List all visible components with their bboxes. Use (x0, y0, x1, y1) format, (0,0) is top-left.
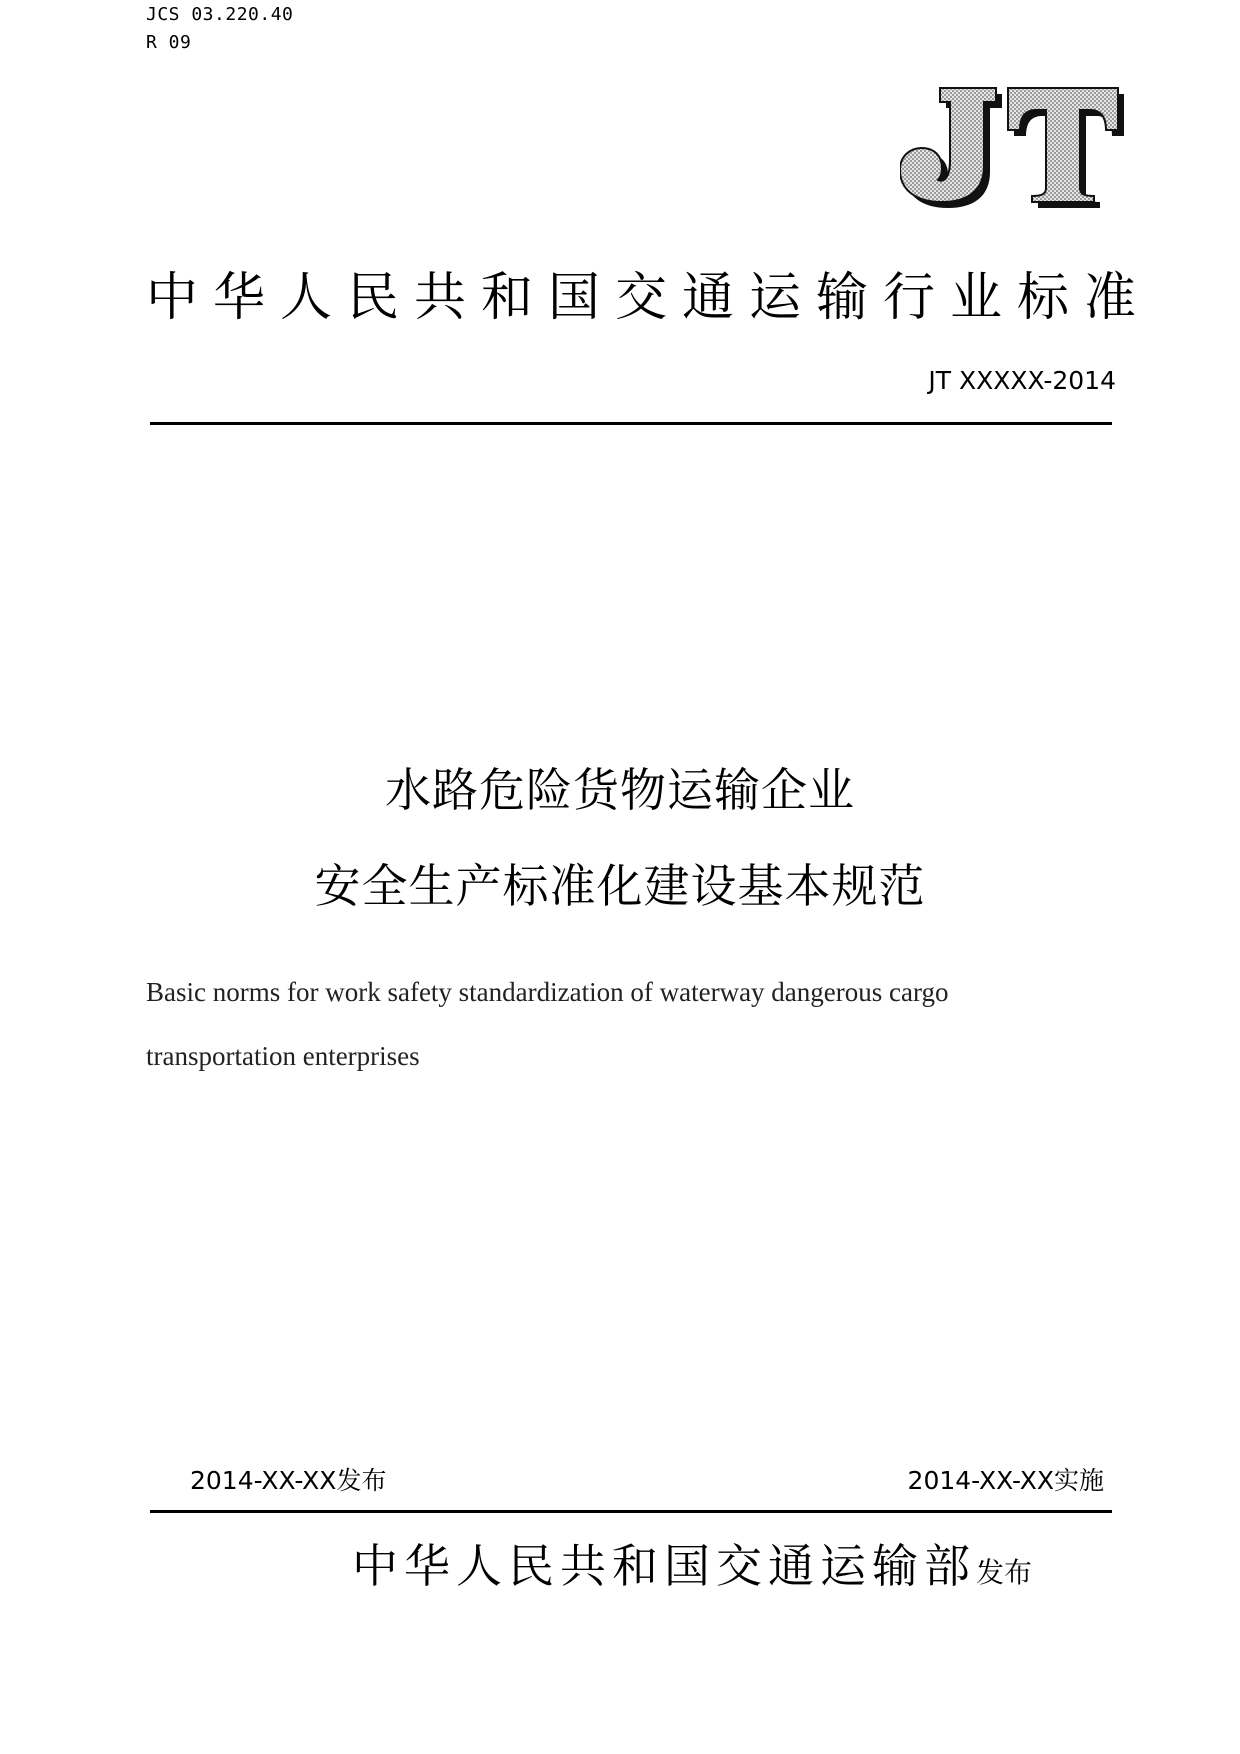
title-en-line-2: transportation enterprises (146, 1041, 420, 1071)
issue-date-row (190, 1466, 386, 1496)
title-cn-line-1: 水路危险货物运输企业 (385, 763, 855, 817)
implement-label: 实施 (1053, 1466, 1104, 1495)
footer-divider (150, 1510, 1112, 1513)
title-en-line-1: Basic norms for work safety standardization of waterway dangerous cargo (146, 977, 949, 1007)
implement-date: 2014-XX-XX (907, 1466, 1054, 1495)
ccs-code: R 09 (146, 32, 192, 53)
publisher-name: 中华人民共和国交通运输部 (352, 1539, 976, 1593)
title-cn-line-2: 安全生产标准化建设基本规范 (314, 859, 926, 913)
publisher (352, 1536, 1032, 1603)
issue-label: 发布 (336, 1466, 387, 1495)
header-divider (150, 422, 1112, 425)
standard-number: JT XXXXX-2014 (928, 366, 1116, 395)
implement-date-row (908, 1466, 1104, 1496)
standard-type-title: 中华人民共和国交通运输行业标准 (146, 268, 1152, 328)
publisher-suffix: 发布 (976, 1556, 1033, 1589)
issue-date: 2014-XX-XX (190, 1466, 337, 1495)
ics-code: JCS 03.220.40 (146, 4, 294, 25)
jt-logo (900, 86, 1126, 210)
